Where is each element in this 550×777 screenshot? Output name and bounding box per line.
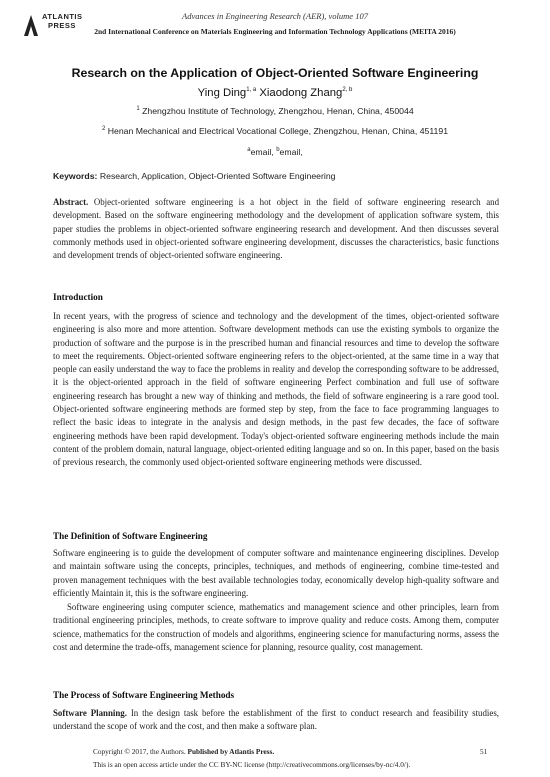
email-a-sup: a [247, 147, 251, 154]
software-planning-paragraph [53, 707, 499, 734]
logo-line1: ATLANTIS [42, 12, 83, 21]
email-b: email, [279, 147, 303, 157]
aff-2-sup: 2 [101, 126, 106, 133]
journal-name: Advances in Engineering Research (AER), volume 107 [182, 11, 368, 21]
section-heading-definition: The Definition of Software Engineering [53, 531, 208, 541]
author-1-sup: 1, a [246, 87, 257, 94]
author-emails [0, 147, 550, 157]
affiliation-2 [0, 126, 550, 136]
aff-2-text: Henan Mechanical and Electrical Vocational College, Zhengzhou, Henan, China, 451191 [107, 126, 449, 136]
abstract [53, 196, 499, 262]
authors-line [0, 87, 550, 99]
abstract-text: Object-oriented software engineering is a hot object in the field of software engineering research and development. Based on the software engineering methodology and the development of application software system, this paper studies the problems in object-oriented software engineering research and development. And then discusses several commonly methods used in object-oriented software engineering development, discusses the characteristics, basic functions and development trends of object-oriented software engineering. [53, 197, 500, 261]
definition-paragraph-1: Software engineering is to guide the development of computer software and maintenance engineering disciplines. Develop and maintain software using the concepts, principles, techniques, and methods of engineering, combine time-tested and proven management techniques with the best available technologies today, economically develop high-quality software and efficiently Maintain it, this is the software engineering. [53, 548, 499, 598]
introduction-text: In recent years, with the progress of science and technology and the development of the times, object-oriented software engineering is also more and more attention. Software development methods can use the existing symbols to organize the production of software and the purpose is in the prescribed human and financial resources and time to develop the software to meet the requirements. Object-oriented software engineering refers to the object-oriented, at the same time in a way that people can easily understand the way to face the problems in reality and develop the corresponding software to be addressed, it is the object-oriented approach in the field of software engineering Perfect combination and full use of software engineering research has brought a new way of thinking and methods, the field of software engineering is a rare good tool. Object-oriented software engineering methods are formed step by step, from the face to face programming languages to reflect the basic ideas to integrate in the analysis and design methods, in the past few decades, the face of software engineering methods have been rapid development. Today's object-oriented software engineering methods include the main content of the problem domain, natural language, object-oriented editing language and so on. In this paper, based on the basis of previous research, the commonly used object-oriented software engineering methods were discussed. [53, 311, 499, 468]
published-text: Published by Atlantis Press. [187, 747, 275, 756]
author-2-sup: 2, b [342, 87, 353, 94]
paper-title: Research on the Application of Object-Oriented Software Engineering [71, 66, 479, 80]
aff-1-sup: 1 [136, 106, 140, 113]
keywords-text: Research, Application, Object-Oriented Software Engineering [99, 171, 336, 181]
abstract-label: Abstract. [53, 197, 89, 207]
logo-line2: PRESS [48, 21, 76, 30]
section-heading-introduction: Introduction [53, 292, 103, 302]
section-heading-process: The Process of Software Engineering Methods [53, 690, 235, 700]
author-1: Ying Ding [197, 87, 247, 99]
footer-license: This is an open access article under the CC BY-NC license (http://creativecommons.org/licenses/by-nc/4.0/). [93, 760, 411, 769]
email-a: email, [250, 147, 274, 157]
copyright-text: Copyright © 2017, the Authors. [93, 747, 186, 756]
footer-copyright [93, 747, 274, 756]
keywords [53, 171, 503, 181]
email-b-sup: b [276, 147, 280, 154]
page-number: 51 [480, 747, 488, 756]
author-2: Xiaodong Zhang [259, 87, 343, 99]
affiliation-1 [0, 106, 550, 116]
planning-label: Software Planning. [53, 708, 127, 718]
aff-1-text: Zhengzhou Institute of Technology, Zhengzhou, Henan, China, 450044 [142, 106, 414, 116]
planning-text: In the design task before the establishment of the first to conduct research and feasibility studies, understand the scope of work and the cost, and then make a software plan. [53, 708, 499, 732]
definition-paragraph-2: Software engineering using computer science, mathematics and management science and other principles, learn from traditional engineering principles, methods, to create software to improve quality and reduce costs. Among them, computer science, mathematics for the construction of models and algorithms, engineering science for manufacturing norms, assess the cost and determine the trade-offs, management science for planning, resource quality, cost management. [53, 602, 499, 652]
keywords-label: Keywords: [53, 171, 98, 181]
conference-name: 2nd International Conference on Materials Engineering and Information Technology Applications (MEITA 2016) [94, 27, 456, 36]
